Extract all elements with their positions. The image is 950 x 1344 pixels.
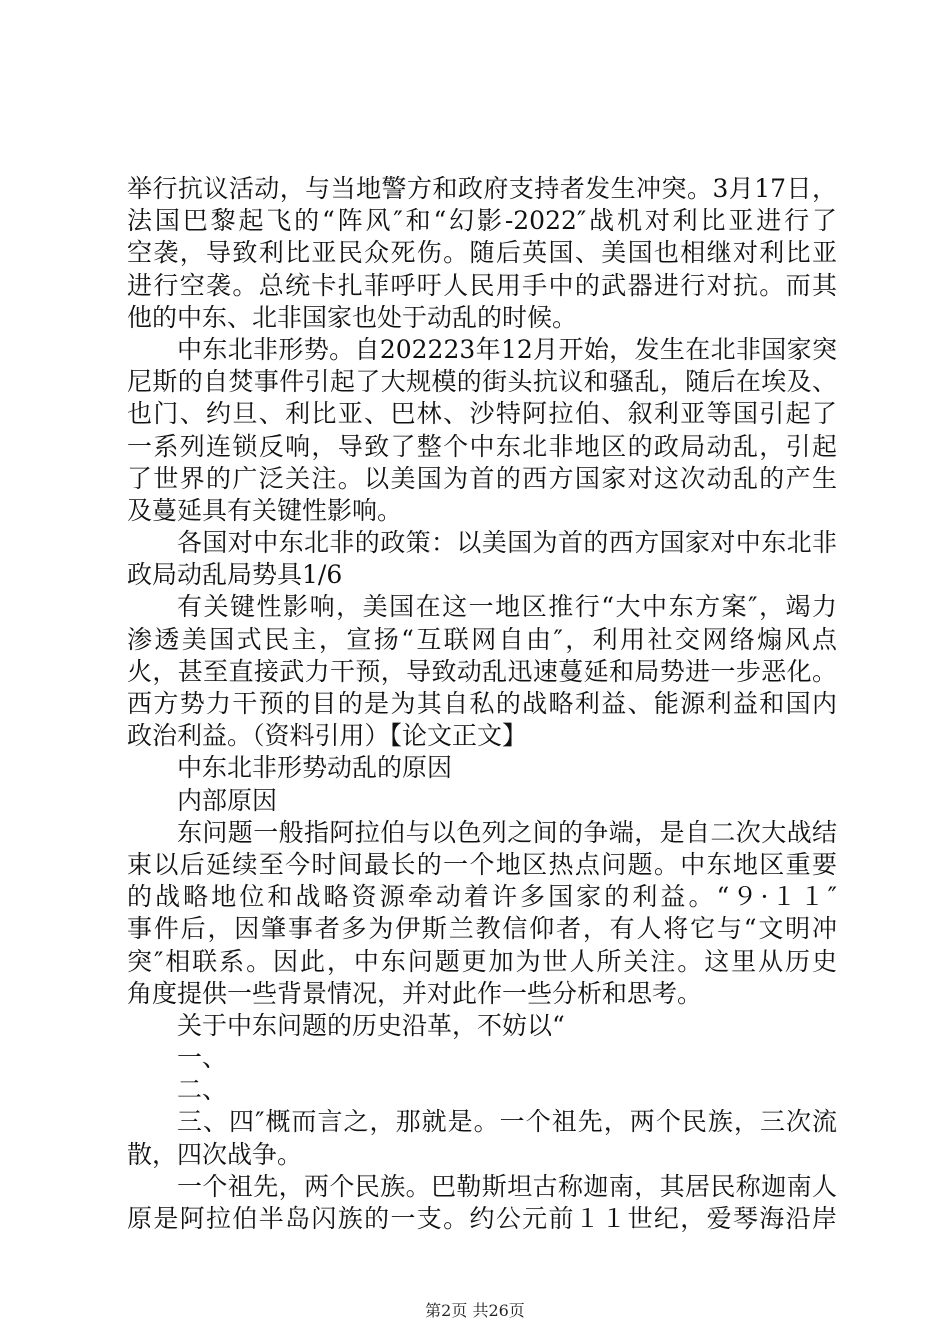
document-body <box>127 173 837 1235</box>
text-line: 渗透美国式民主，宣扬“互联网自由″，利用社交网络煽风点 <box>127 624 837 654</box>
text-line: 政局动乱局势具1/6 <box>127 560 343 590</box>
text-line: 角度提供一些背景情况，并对此作一些分析和思考。 <box>127 978 703 1008</box>
text-line: 法国巴黎起飞的“阵风″和“幻影-2022″战机对利比亚进行了 <box>127 206 837 236</box>
text-line: 一、 <box>177 1043 228 1073</box>
text-line: 进行空袭。总统卡扎菲呼吁人民用手中的武器进行对抗。而其 <box>127 270 837 300</box>
text-line: 原是阿拉伯半岛闪族的一支。约公元前１１世纪，爱琴海沿岸 <box>127 1204 837 1233</box>
text-line: 束以后延续至今时间最长的一个地区热点问题。中东地区重要 <box>127 849 837 879</box>
text-line: 一系列连锁反响，导致了整个中东北非地区的政局动乱，引起 <box>127 431 837 461</box>
text-line: 各国对中东北非的政策：以美国为首的西方国家对中东北非 <box>177 528 837 558</box>
text-line: 内部原因 <box>177 785 278 815</box>
page-footer: 第2页 共26页 <box>425 1301 525 1320</box>
text-line: 火，甚至直接武力干预，导致动乱迅速蔓延和局势进一步恶化。 <box>127 656 837 686</box>
text-line: 尼斯的自焚事件引起了大规模的街头抗议和骚乱，随后在埃及、 <box>127 367 837 397</box>
text-line: 关于中东问题的历史沿革，不妨以“ <box>177 1010 565 1040</box>
text-line: 东问题一般指阿拉伯与以色列之间的争端，是自二次大战结 <box>177 817 837 847</box>
text-line: 举行抗议活动，与当地警方和政府支持者发生冲突。3月17日， <box>127 174 837 203</box>
text-line: 他的中东、北非国家也处于动乱的时候。 <box>127 302 578 332</box>
text-line: 中东北非形势动乱的原因 <box>177 753 453 783</box>
text-line: 一个祖先，两个民族。巴勒斯坦古称迦南，其居民称迦南人 <box>177 1171 837 1201</box>
text-line: 散，四次战争。 <box>127 1139 303 1169</box>
text-line: 政治利益。（资料引用）【论文正文】 <box>127 721 528 751</box>
text-line: 及蔓延具有关键性影响。 <box>127 495 403 525</box>
text-line: 了世界的广泛关注。以美国为首的西方国家对这次动乱的产生 <box>127 463 837 493</box>
text-line: 空袭，导致利比亚民众死伤。随后英国、美国也相继对利比亚 <box>127 238 837 268</box>
text-line: 二、 <box>177 1075 228 1105</box>
text-line: 事件后，因肇事者多为伊斯兰教信仰者，有人将它与“文明冲 <box>127 914 837 944</box>
text-line: 三、四″概而言之，那就是。一个祖先，两个民族，三次流 <box>177 1107 837 1137</box>
text-line: 的战略地位和战略资源牵动着许多国家的利益。“９·１１″ <box>127 882 837 912</box>
text-line: 中东北非形势。自202223年12月开始，发生在北非国家突 <box>177 334 837 364</box>
text-line: 突″相联系。因此，中东问题更加为世人所关注。这里从历史 <box>127 946 837 976</box>
text-line: 有关键性影响，美国在这一地区推行“大中东方案″，竭力 <box>177 592 837 622</box>
text-line: 西方势力干预的目的是为其自私的战略利益、能源利益和国内 <box>127 689 837 718</box>
text-line: 也门、约旦、利比亚、巴林、沙特阿拉伯、叙利亚等国引起了 <box>127 399 837 429</box>
